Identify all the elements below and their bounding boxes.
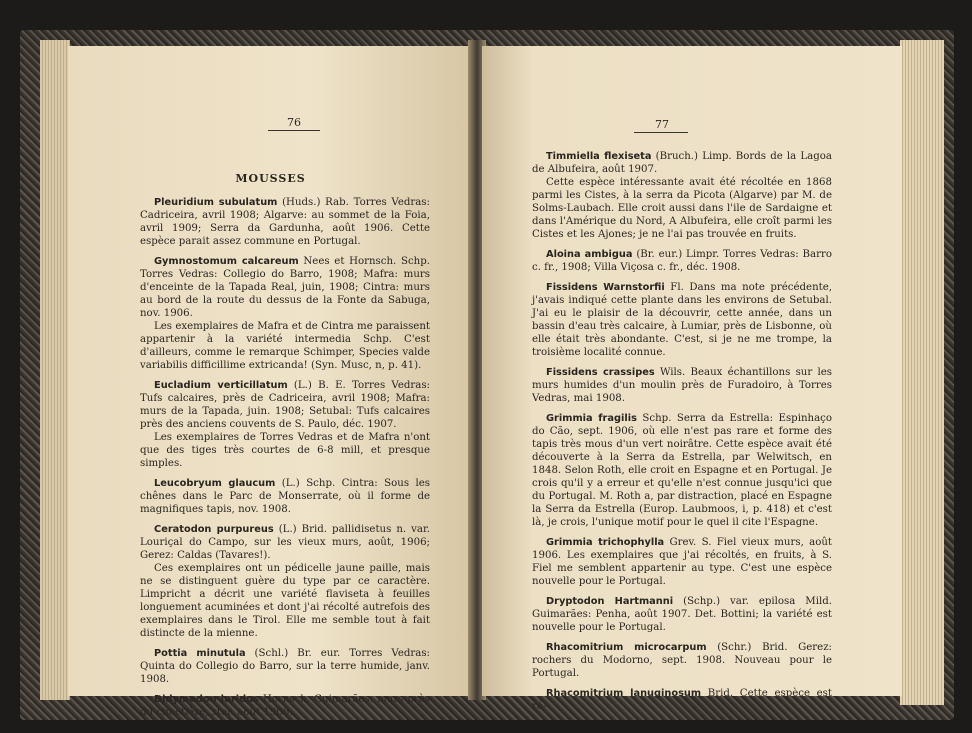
species-entry: [140, 255, 430, 372]
species-name: Grimmia trichophylla: [546, 537, 665, 548]
species-name: Grimmia fragilis: [546, 413, 637, 424]
species-name: Fissidens Warnstorfii: [546, 282, 665, 293]
species-text: (Schr.) Brid. Gerez: rochers du Modorno, sept. 1908. Nouveau pour le Portugal.: [532, 642, 832, 679]
species-entry: [532, 150, 832, 241]
right-page: [482, 46, 902, 712]
species-entry: [532, 412, 832, 529]
section-title: MOUSSES: [235, 172, 306, 185]
species-text: (Br. eur.) Limpr. Torres Vedras: Barro c. fr., 1908; Villa Viçosa c. fr., déc. 1908.: [532, 249, 832, 273]
species-entry: [532, 281, 832, 359]
species-name: Pleuridium subulatum: [154, 197, 278, 208]
species-entry: [532, 536, 832, 588]
right-column: [532, 150, 832, 720]
species-name: Rhacomitrium microcarpum: [546, 642, 707, 653]
species-name: Leucobryum glaucum: [154, 478, 276, 489]
species-entry: [140, 379, 430, 470]
species-text: Wils. Beaux échantillons sur les murs humides d'un moulin près de Furadoiro, à Torres Vedras, mai 1908.: [532, 367, 832, 404]
species-name: Dryptodon Hartmanni: [546, 596, 674, 607]
species-entry: [140, 693, 430, 719]
species-text: (Bruch.) Limp. Bords de la Lagoa de Albufeira, août 1907.: [532, 151, 832, 175]
species-entry: [140, 523, 430, 640]
species-note: Ces exemplaires ont un pédicelle jaune paille, mais ne se distinguent guère du type par ce caractère. Limpricht a décrit une variété flavisetа à feuilles longuement acuminées et dont j'ai récolté autrefois des exemplaires dans le Tirol. Elle me semble tout à fait distincte de la mienne.: [140, 563, 430, 639]
page-edges-right: [900, 40, 944, 705]
page-number: 77: [655, 118, 669, 131]
species-entry: [532, 687, 832, 713]
species-name: Ceratodon purpureus: [154, 524, 274, 535]
species-name: Fissidens crassipes: [546, 367, 655, 378]
species-entry: [140, 196, 430, 248]
species-text: Grev. S. Fiel vieux murs, août 1906. Les exemplaires que j'ai récoltés, en fruits, à S. Fiel me semblent appartenir au type. C'est une espèce nouvelle pour le Portugal.: [532, 537, 832, 587]
species-text: (Schp.) var. epilosa Mild. Guimarães: Penha, août 1907. Det. Bottini; la variété est nouvelle pour le Portugal.: [532, 596, 833, 633]
species-text: Schp. Serra da Estrella: Espinhaço do Cão, sept. 1906, où elle n'est pas rare et forme des tapis très mous d'un vert noirâtre. Cette espèce avait été découverte à la Serra da Estrella, par Welwitsch, en 1848. Selon Roth, elle croit en Espagne et en Portugal. Je crois qu'il y a erreur et qu'elle n'est connue jusqu'ici que du Portugal. M. Roth a, par distraction, placé en Espagne la Serra da Estrella (Europ. Laubmoos, i, p. 418) et c'est là, je crois, l'unique motif pour le quel il cite l'Espagne.: [532, 413, 832, 528]
species-text: (Huds.) Rab. Torres Vedras: Cadriceira, avril 1908; Algarve: au sommet de la Foia, avril 1909; Serra da Gardunha, août 1906. Cette espèce parait assez commune en Portugal.: [140, 197, 430, 247]
species-text: (Schl.) Br. eur. Torres Vedras: Quinta do Collegio do Barro, sur la terre humide, janv. 1908.: [140, 648, 430, 685]
species-text: (L.) Brid. pallidisetus n. var. Louriçal do Campo, sur les vieux murs, août, 1906; Gerez: Caldas (Tavares!).: [140, 524, 430, 561]
species-note: Cette espèce intéressante avait été récoltée en 1868 parmi les Cistes, à la serra da Picota (Algarve) par M. de Solms-Laubach. Elle croit aussi dans l'ile de Sardaigne et dans l'Amérique du Nord, A Albufeira, elle croît parmi les Cistes et les Ajones; je ne l'ai pas trouvée en fruits.: [532, 177, 832, 240]
page-number: 76: [287, 116, 301, 129]
species-note: Les exemplaires de Mafra et de Cintra me paraissent appartenir à la variété intermedia Schp. C'est d'ailleurs, comme le remarque Schimper, Species valde variabilis difficillime extricanda! (Syn. Musc, n, p. 41).: [140, 321, 430, 371]
page-number-rule: [634, 132, 688, 133]
species-name: Timmiella flexiseta: [546, 151, 652, 162]
species-name: Rhacomitrium lanuginosum: [546, 688, 702, 699]
species-entry: [140, 647, 430, 686]
species-text: (L.) B. E. Torres Vedras: Tufs calcaires, près de Cadriceira, avril 1908; Mafra: murs de la Tapada, juin. 1908; Setubal: Tufs calcaires près des anciens couvents de S. Paulo, déc. 1907.: [140, 380, 430, 430]
page-number-rule: [268, 130, 320, 131]
species-name: Gymnostomum calcareum: [154, 256, 299, 267]
species-entry: [532, 248, 832, 274]
species-entry: [140, 477, 430, 516]
left-page: [68, 46, 473, 718]
species-entry: [532, 366, 832, 405]
species-entry: [532, 595, 832, 634]
page-edges-left: [40, 40, 70, 700]
species-note: Les exemplaires de Torres Vedras et de Mafra n'ont que des tiges très courtes de 6-8 mill, et presque simples.: [140, 432, 430, 469]
species-name: Eucladium verticillatum: [154, 380, 288, 391]
species-text: Hornsch. Guimarães: murs près du cimetière, ster. août 1906.: [140, 694, 430, 718]
species-text: Brid. Cette espèce est ré-: [532, 688, 832, 712]
left-column: [140, 196, 430, 726]
species-entry: [532, 641, 832, 680]
species-text: (L.) Schp. Cintra: Sous les chênes dans le Parc de Monserrate, où il forme de magnifiques tapis, nov. 1908.: [140, 478, 431, 515]
species-text: Fl. Dans ma note précédente, j'avais indiqué cette plante dans les environs de Setubal. J'ai eu le plaisir de la découvrir, cette année, dans un bassin d'eau très calcaire, à Lumiar, près de Lisbonne, où elle était très abondante. C'est, si je ne me trompe, la troisième localité connue.: [532, 282, 833, 358]
species-name: Aloina ambigua: [546, 249, 633, 260]
species-name: Didymodon luridus: [154, 694, 259, 705]
species-name: Pottia minutula: [154, 648, 246, 659]
species-text: Nees et Hornsch. Schp. Torres Vedras: Collegio do Barro, 1908; Mafra: murs d'enceinte de la Tapada Real, juin, 1908; Cintra: murs au bord de la route du dessus de la Fonte da Sabuga, nov. 1906.: [140, 256, 430, 319]
